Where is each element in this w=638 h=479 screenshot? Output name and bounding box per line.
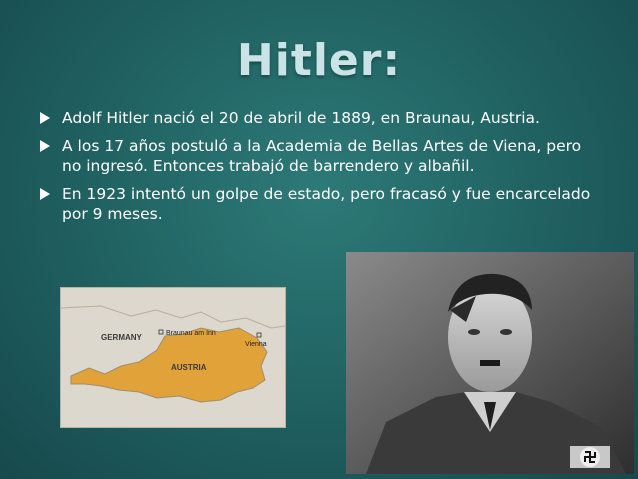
map-label-braunau: Braunau am Inn	[166, 330, 216, 337]
map-graphic	[61, 288, 285, 427]
portrait-photo	[346, 252, 634, 474]
portrait-graphic	[346, 252, 634, 474]
bullet-arrow-icon	[40, 112, 50, 124]
map-label-vienna: Vienna	[245, 341, 267, 348]
bullet-item-academy	[40, 136, 600, 176]
bullet-arrow-icon	[40, 188, 50, 200]
slide-title: Hitler:	[236, 35, 402, 86]
bullet-text: En 1923 intentó un golpe de estado, pero fracasó y fue encarcelado por 9 meses.	[62, 185, 591, 223]
map-label-austria: AUSTRIA	[171, 363, 207, 372]
bullet-item-birth	[40, 108, 600, 128]
bullet-item-coup	[40, 184, 600, 224]
austria-map	[60, 287, 286, 428]
bullet-text: Adolf Hitler nació el 20 de abril de 1889, en Braunau, Austria.	[62, 109, 540, 127]
bullet-arrow-icon	[40, 140, 50, 152]
map-label-germany: GERMANY	[101, 333, 142, 342]
bullet-text: A los 17 años postuló a la Academia de Bellas Artes de Viena, pero no ingresó. Entonces trabajó de barrendero y albañil.	[62, 137, 582, 175]
bullet-list	[40, 108, 600, 232]
